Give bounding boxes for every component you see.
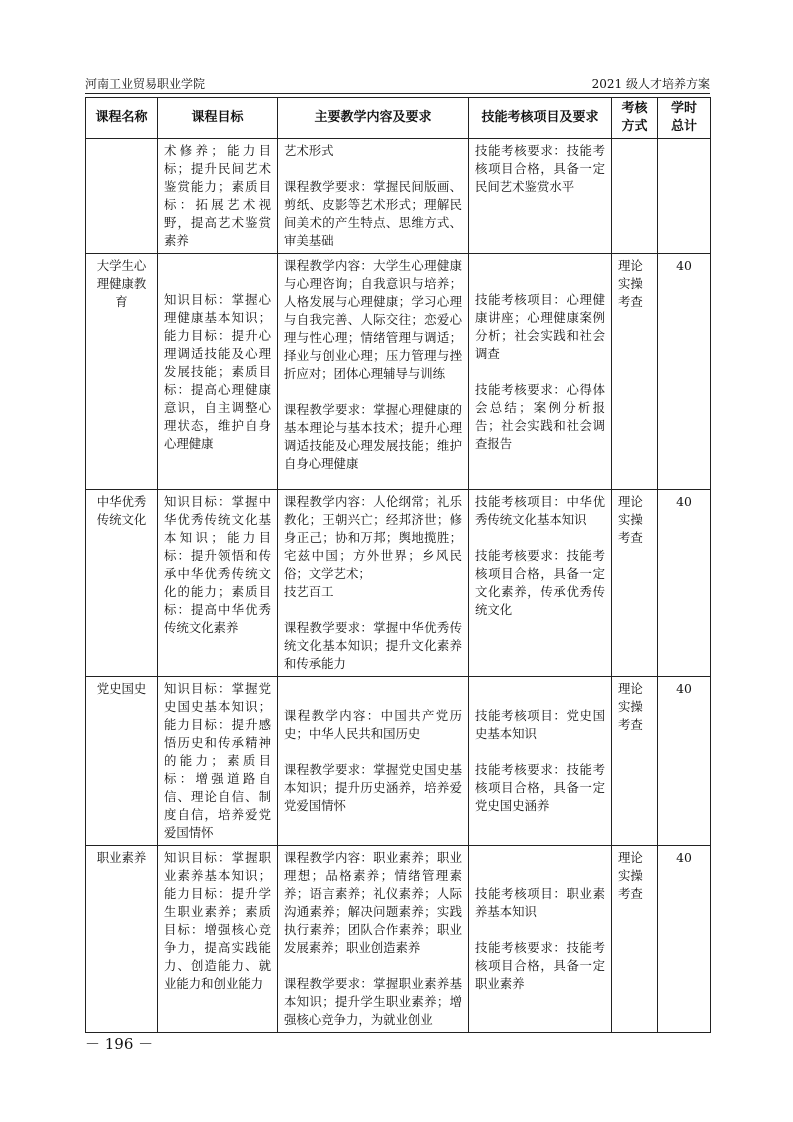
header-course-name: 课程名称 (86, 98, 158, 139)
method-cell: 理论 实操 考查 (612, 254, 658, 490)
page-number: － 196 － (85, 1035, 154, 1053)
header-course-objective: 课程目标 (158, 98, 278, 139)
skills-cell: 技能考核项目：党史国史基本知识 技能考核要求：技能考核项目合格，具备一定党史国史涵养 (469, 677, 612, 846)
header-assessment-method: 考核 方式 (612, 98, 658, 139)
course-name-cell: 大学生心理健康教育 (86, 254, 158, 490)
course-name-cell (86, 139, 158, 254)
skills-cell: 技能考核项目：职业素养基本知识 技能考核要求：技能考核项目合格，具备一定职业素养 (469, 846, 612, 1033)
skills-cell: 技能考核项目：中华优秀传统文化基本知识 技能考核要求：技能考核项目合格，具备一定文化素养，传承优秀传统文化 (469, 490, 612, 677)
objective-cell: 知识目标：掌握党史国史基本知识；能力目标：提升感悟历史和传承精神的能力；素质目标：增强道路自信、理论自信、制度自信，培养爱党爱国情怀 (158, 677, 278, 846)
hours-cell: 40 (658, 490, 711, 677)
method-cell: 理论 实操 考查 (612, 490, 658, 677)
method-cell: 理论 实操 考查 (612, 677, 658, 846)
content-cell: 课程教学内容：职业素养；职业理想；品格素养；情绪管理素养；语言素养；礼仪素养；人际沟通素养；解决问题素养；实践执行素养；团队合作素养；职业发展素养；职业创造素养 课程教学要求：掌握职业素养基本知识；提升学生职业素养；增强核心竞争力，为就业创业 (278, 846, 469, 1033)
objective-cell: 知识目标：掌握中华优秀传统文化基本知识；能力目标：提升领悟和传承中华优秀传统文化的能力；素质目标：提高中华优秀传统文化素养 (158, 490, 278, 677)
content-cell: 艺术形式 课程教学要求：掌握民间版画、剪纸、皮影等艺术形式；理解民间美术的产生特点、思维方式、审美基础 (278, 139, 469, 254)
hours-cell (658, 139, 711, 254)
page-header (85, 76, 710, 94)
document-title: 2021 级人才培养方案 (591, 77, 710, 91)
objective-cell: 知识目标：掌握心理健康基本知识；能力目标：提升心理调适技能及心理发展技能；素质目标：提高心理健康意识，自主调整心理状态，维护自身心理健康 (158, 254, 278, 490)
content-cell: 课程教学内容：人伦纲常；礼乐教化；王朝兴亡；经邦济世；修身正己；协和万邦；舆地揽胜；宅兹中国；方外世界；乡风民俗；文学艺术； 技艺百工 课程教学要求：掌握中华优秀传统文化基本知识；提升文化素养和传承能力 (278, 490, 469, 677)
header-rule (85, 93, 710, 94)
table-row (86, 677, 711, 846)
course-table (85, 97, 711, 1033)
skills-cell: 技能考核要求：技能考核项目合格，具备一定民间艺术鉴赏水平 (469, 139, 612, 254)
table-row (86, 490, 711, 677)
hours-cell: 40 (658, 254, 711, 490)
course-name-cell: 党史国史 (86, 677, 158, 846)
institution-name: 河南工业贸易职业学院 (85, 77, 206, 91)
header-total-hours: 学时 总计 (658, 98, 711, 139)
objective-cell: 术修养；能力目标；提升民间艺术鉴赏能力；素质目标：拓展艺术视野，提高艺术鉴赏素养 (158, 139, 278, 254)
course-name-cell: 职业素养 (86, 846, 158, 1033)
objective-cell: 知识目标：掌握职业素养基本知识；能力目标：提升学生职业素养；素质目标：增强核心竞争力，提高实践能力、创造能力、就业能力和创业能力 (158, 846, 278, 1033)
header-skill-assessment: 技能考核项目及要求 (469, 98, 612, 139)
table-row (86, 254, 711, 490)
hours-cell: 40 (658, 677, 711, 846)
table-row (86, 139, 711, 254)
skills-cell: 技能考核项目：心理健康讲座；心理健康案例分析；社会实践和社会调查 技能考核要求：心得体会总结；案例分析报告；社会实践和社会调查报告 (469, 254, 612, 490)
method-cell (612, 139, 658, 254)
table-row (86, 846, 711, 1033)
content-cell: 课程教学内容：中国共产党历史；中华人民共和国历史 课程教学要求：掌握党史国史基本知识；提升历史涵养，培养爱党爱国情怀 (278, 677, 469, 846)
course-name-cell: 中华优秀传统文化 (86, 490, 158, 677)
table-header-row (86, 98, 711, 139)
content-cell: 课程教学内容：大学生心理健康与心理咨询；自我意识与培养；人格发展与心理健康；学习心理与自我完善、人际交往；恋爱心理与性心理；情绪管理与调适；择业与创业心理；压力管理与挫折应对；团体心理辅导与训练 课程教学要求：掌握心理健康的基本理论与基本技术；提升心理调适技能及心理发展技能；维护自身心理健康 (278, 254, 469, 490)
hours-cell: 40 (658, 846, 711, 1033)
header-main-content: 主要教学内容及要求 (278, 98, 469, 139)
method-cell: 理论 实操 考查 (612, 846, 658, 1033)
